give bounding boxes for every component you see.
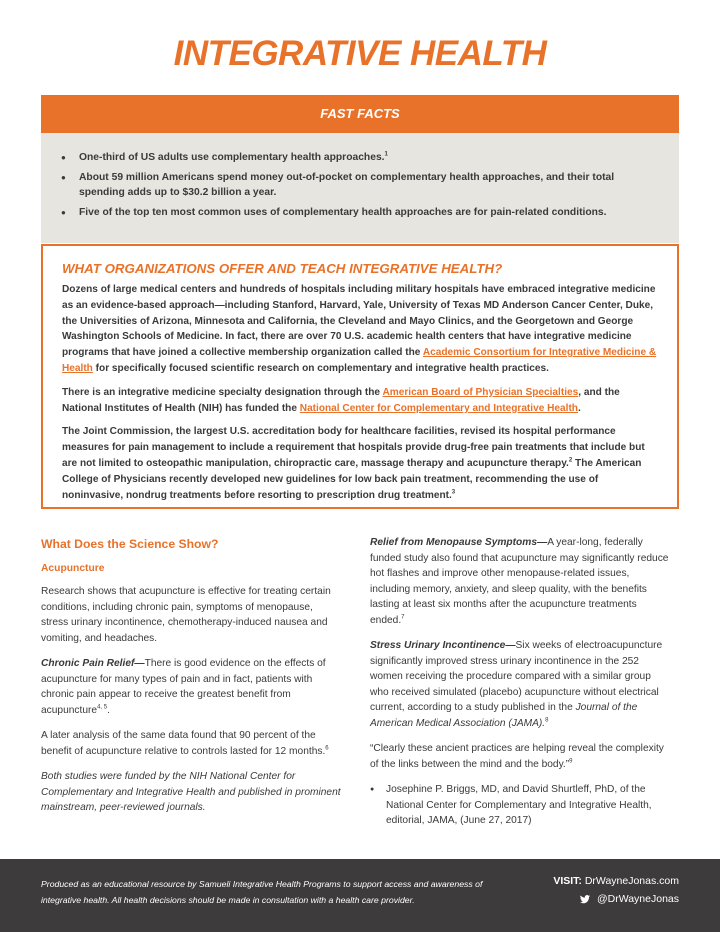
footer-disclaimer: Produced as an educational resource by Samueli Integrative Health Programs to support access and awareness of integrative health. All health decisions should be made in consultation with a health care provider. [41, 879, 483, 905]
nccih-link[interactable]: National Center for Complementary and Integrative Health [299, 402, 578, 414]
left-column [41, 537, 341, 826]
page-title: INTEGRATIVE HEALTH [173, 34, 547, 73]
fast-fact-item: ● Five of the top ten most common uses of complementary health approaches are for pain-related conditions. [61, 205, 659, 220]
menopause-paragraph: Relief from Menopause Symptoms—A year-long, federally funded study also found that acupuncture may significantly reduce hot flashes and improve other menopause-related issues, including memory, anxiety, and sleep quality, with the benefits lasting at least six months after the acupuncture treatments ended.$^7$ [370, 537, 669, 626]
fast-facts-panel [41, 133, 679, 243]
chronic-pain-paragraph: Chronic Pain Relief—There is good evidence on the effects of acupuncture for many types of pain and in fact, patients with chronic pain appear to receive the greatest benefit from acupuncture$^{4, 5}$. [41, 658, 326, 716]
incontinence-paragraph: Stress Urinary Incontinence—Six weeks of electroacupuncture significantly improved stress urinary incontinence in the 252 women receiving the procedure compared with a similar group who received simulated (placebo) acupuncture without electrical current, according to a study published in the Journal of the American Medical Association (JAMA).$^8$ [370, 640, 663, 729]
acupuncture-subheading: Acupuncture [41, 563, 105, 574]
organizations-paragraph-1: Dozens of large medical centers and hundreds of hospitals including military hospitals have embraced integrative medicine as an evidence-based approach—including Stanford, Harvard, Yale, University of Texas MD Anderson Cancer Center, Duke, the Universities of Arizona, Minnesota and California, the Cleveland and Mayo Clinics, and the Georgetown and George Washington Schools of Medicine. In fact, there are over 70 U.S. academic health centers that have integrative medicine programs that have joined a collective membership organization called the Academic Consortium for Integrative Medicine & Health for specifically focused scientific research on complementary and integrative health practices. [62, 284, 657, 374]
organizations-paragraph-3: The Joint Commission, the largest U.S. accreditation body for healthcare facilities, revised its hospital performance measures for pain management to include a requirement that hospitals provide drug-free pain treatments that include but are not limited to osteopathic manipulation, chiropractic care, massage therapy and acupuncture therapy.$^2$ The American College of Physicians recently developed new guidelines for low back pain treatment, recommending the use of noninvasive, nondrug treatments before resorting to prescription drug treatment.$^3$ [62, 426, 645, 501]
fast-facts-list [61, 150, 659, 220]
footer [0, 859, 720, 932]
later-analysis-paragraph: A later analysis of the same data found that 90 percent of the benefit of acupuncture relative to controls lasted for 12 months.$^6$ [41, 730, 329, 757]
abps-link[interactable]: American Board of Physician Specialties [382, 386, 579, 398]
organizations-heading: WHAT ORGANIZATIONS OFFER AND TEACH INTEGRATIVE HEALTH? [62, 261, 503, 276]
organizations-box [41, 244, 679, 509]
visit-website[interactable]: VISIT: DrWayneJonas.com [553, 875, 679, 887]
twitter-icon [579, 894, 591, 905]
science-paragraph-1: Research shows that acupuncture is effective for treating certain conditions, including chronic pain, symptoms of menopause, stress urinary incontinence, chemotherapy-induced nausea and vomiting, and headaches. [41, 586, 331, 644]
twitter-handle[interactable]: @DrWayneJonas [579, 893, 679, 905]
funding-note: Both studies were funded by the NIH National Center for Complementary and Integrative Health and published in prominent mainstream, peer-reviewed journals. [41, 771, 341, 813]
organizations-paragraph-2: There is an integrative medicine specialty designation through the American Board of Physician Specialties, and the National Institutes of Health (NIH) has funded the National Center for Complementary and Integrative Health. [62, 386, 620, 414]
fast-fact-item: ● One-third of US adults use complementary health approaches.$^1$ [61, 150, 659, 165]
right-column [370, 535, 670, 839]
quote-attribution: ● Josephine P. Briggs, MD, and David Shurtleff, PhD, of the National Center for Complementary and Integrative Health, editorial, JAMA, (June 27, 2017) [370, 782, 670, 829]
science-heading: What Does the Science Show? [41, 537, 219, 551]
fast-facts-header: FAST FACTS [41, 95, 679, 133]
academic-consortium-link[interactable]: Academic Consortium for Integrative Medicine & Health [62, 347, 657, 374]
fast-fact-item: ● About 59 million Americans spend money out-of-pocket on complementary health approaches, and their total spending adds up to $30.2 billion a year. [61, 170, 659, 200]
quote-paragraph: “Clearly these ancient practices are helping reveal the complexity of the links between the mind and the body.”$^9$ [370, 743, 664, 770]
